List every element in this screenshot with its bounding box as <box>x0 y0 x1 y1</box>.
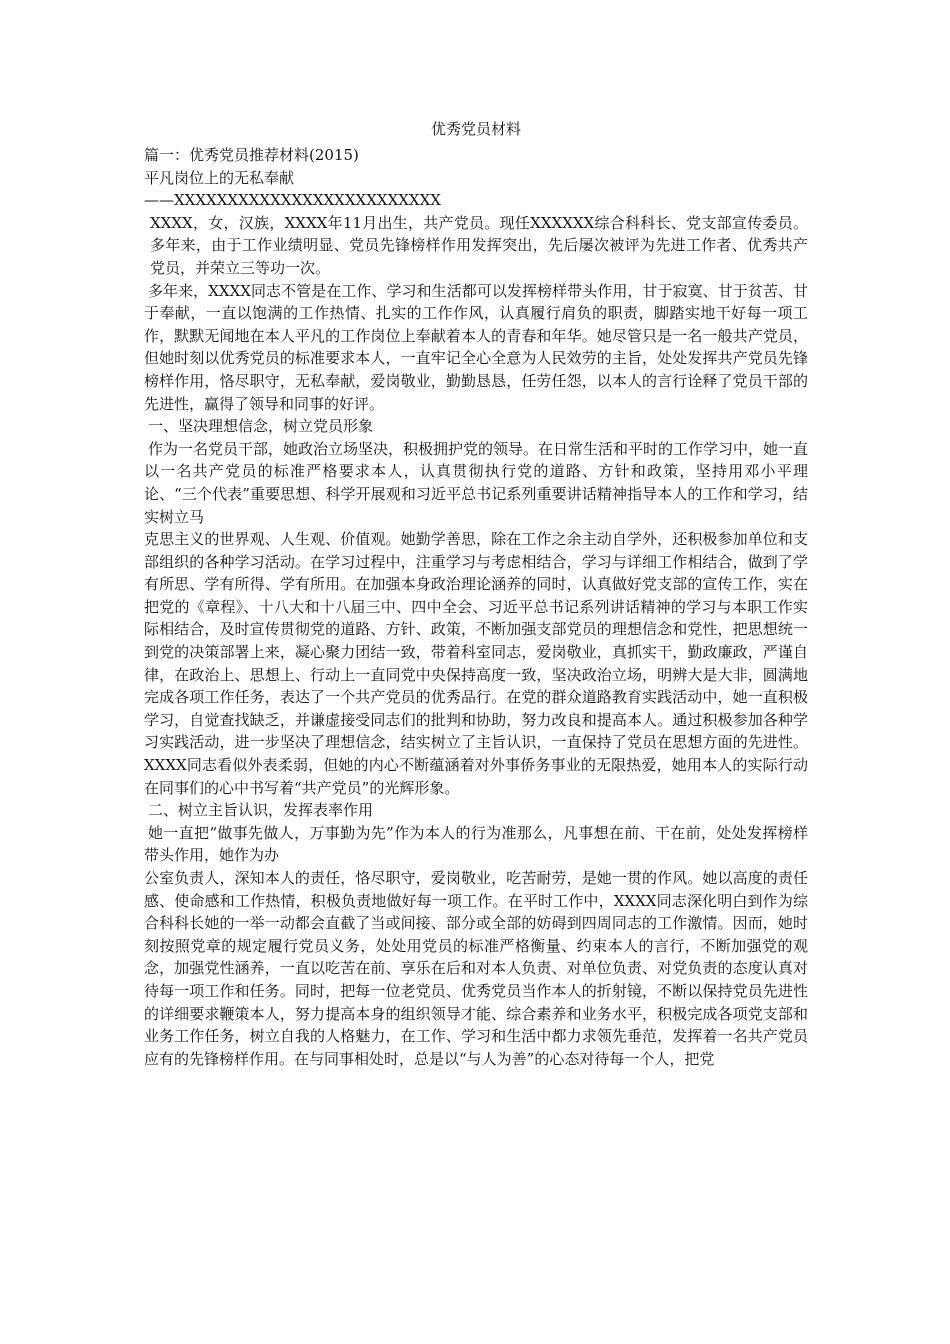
paragraph-overview: 多年来，XXXX同志不管是在工作、学习和生活都可以发挥榜样带头作用，甘于寂寞、甘于贫苦、甘于奉献，一直以饱满的工作热情、扎实的工作作风，认真履行肩负的职责，脚踏实地干好每一项工作，默默无闻地在本人平凡的工作岗位上奉献着本人的青春和年华。她尽管只是一名一般共产党员，但她时刻以优秀党员的标准要求本人，一直牢记全心全意为人民效劳的主旨，处处发挥共产党员先锋榜样作用，恪尽职守，无私奉献，爱岗敬业，勤勤恳恳，任劳任怨，以本人的言行诠释了党员干部的先进性，赢得了领导和同事的好评。 <box>144 281 808 413</box>
heading-part-two: 二、树立主旨认识，发挥表率作用 <box>148 801 374 820</box>
paragraph-part-one-a: 作为一名党员干部，她政治立场坚决，积极拥护党的领导。在日常生活和平时的工作学习中，她一直以一名共产党员的标准严格要求本人，认真贯彻执行党的道路、方针和政策，坚持用邓小平理论、“三个代表”重要思想、科学开展观和习近平总书记系列重要讲话精神指导本人的工作和学习，结实树立马 <box>144 439 809 526</box>
paragraph-part-one-b: 克思主义的世界观、人生观、价值观。她勤学善思，除在工作之余主动自学外，还积极参加单位和支部组织的各种学习活动。在学习过程中，注重学习与考虑相结合，学习与详细工作相结合，做到了学有所思、学有所得、学有所用。在加强本身政治理论涵养的同时，认真做好党支部的宣传工作，实在把党的《章程》、十八大和十八届三中、四中全会、习近平总书记系列讲话精神的学习与本职工作实际相结合，及时宣传贯彻党的道路、方针、政策，不断加强支部党员的理想信念和党性，把思想统一到党的决策部署上来，凝心聚力团结一致，带着科室同志，爱岗敬业，真抓实干，勤政廉政，严谨自律，在政治上、思想上、行动上一直同党中央保持高度一致，坚决政治立场，明辨大是大非，圆满地完成各项工作任务，表达了一个共产党员的优秀品行。在党的群众道路教育实践活动中，她一直积极学习，自觉查找缺乏，并谦虚接受同志们的批判和协助，努力改良和提高本人。通过积极参加各种学习实践活动，进一步坚决了理想信念，结实树立了主旨认识，一直保持了党员在思想方面的先进性。XXXX同志看似外表柔弱，但她的内心不断蕴涵着对外事侨务事业的无限热爱，她用本人的实际行动在同事们的心中书写着“共产党员”的光辉形象。 <box>144 530 808 797</box>
article-byline: ——XXXXXXXXXXXXXXXXXXXXXXXXX <box>144 191 441 210</box>
heading-part-one: 一、坚决理想信念，树立党员形象 <box>148 417 374 436</box>
article-subtitle: 平凡岗位上的无私奉献 <box>144 168 295 187</box>
paragraph-part-two-a: 她一直把“做事先做人，万事勤为先”作为本人的行为准那么，凡事想在前、干在前，处处发挥榜样带头作用，她作为办 <box>144 823 808 865</box>
paragraph-part-two-b: 公室负责人，深知本人的责任，恪尽职守，爱岗敬业，吃苦耐劳，是她一贯的作风。她以高度的责任感、使命感和工作热情，积极负责地做好每一项工作。在平时工作中，XXXX同志深化明白到作为综合科科长她的一举一动都会直截了当或间接、部分或全部的妨碍到四周同志的工作激情。因而，她时刻按照党章的规定履行党员义务，处处用党员的标准严格衡量、约束本人的言行，不断加强党的观念，加强党性涵养，一直以吃苦在前、享乐在后和对本人负责、对单位负责、对党负责的态度认真对待每一项工作和任务。同时，把每一位老党员、优秀党员当作本人的折射镜，不断以保持党员先进性的详细要求鞭策本人，努力提高本身的组织领导才能、综合素养和业务水平，积极完成各项党支部和业务工作任务，树立自我的人格魅力，在工作、学习和生活中都力求领先垂范，发挥着一名共产党员应有的先锋榜样作用。在与同事相处时，总是以“与人为善”的心态对待每一个人，把党 <box>144 869 808 1068</box>
paragraph-intro: XXXX，女，汉族，XXXX年11月出生，共产党员。现任XXXXXX综合科科长、党支部宣传委员。多年来，由于工作业绩明显、党员先锋榜样作用发挥突出，先后屡次被评为先进工作者、优秀共产党员，并荣立三等功一次。 <box>150 213 808 277</box>
document-title: 优秀党员材料 <box>430 120 521 138</box>
section-heading: 篇一：优秀党员推荐材料(2015) <box>144 146 359 164</box>
document-page <box>144 118 808 1070</box>
